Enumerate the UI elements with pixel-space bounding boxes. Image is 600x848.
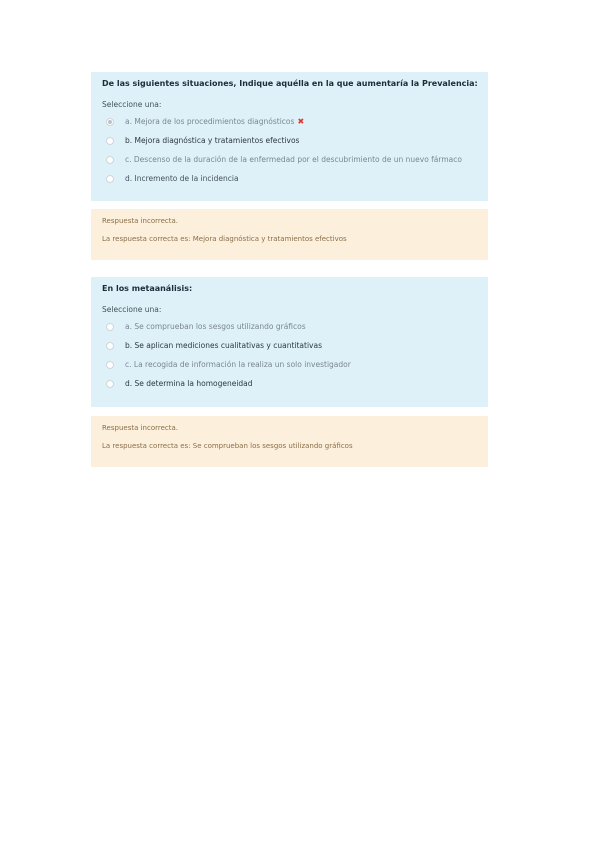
radio-button[interactable]	[106, 156, 114, 164]
answer-label: d. Incremento de la incidencia	[125, 174, 239, 183]
radio-button[interactable]	[106, 137, 114, 145]
feedback-status: Respuesta incorrecta.	[102, 424, 179, 432]
question-2	[91, 277, 488, 407]
answer-list	[102, 112, 488, 188]
select-one-prompt: Seleccione una:	[102, 100, 162, 109]
answer-label: b. Mejora diagnóstica y tratamientos efectivos	[125, 136, 300, 145]
radio-button-selected[interactable]	[106, 118, 114, 126]
correct-answer-text: La respuesta correcta es: Se comprueban los sesgos utilizando gráficos	[102, 442, 353, 450]
answer-label: d. Se determina la homogeneidad	[125, 379, 253, 388]
feedback-2	[91, 416, 488, 467]
question-text: En los metaanálisis:	[102, 284, 193, 293]
answer-label: a. Mejora de los procedimientos diagnósticos	[125, 117, 295, 126]
answer-label: c. La recogida de información la realiza un solo investigador	[125, 360, 351, 369]
radio-button[interactable]	[106, 323, 114, 331]
answer-option-d[interactable]	[102, 374, 488, 393]
answer-option-d[interactable]	[102, 169, 488, 188]
radio-button[interactable]	[106, 342, 114, 350]
answer-option-a[interactable]	[102, 317, 488, 336]
answer-label: a. Se comprueban los sesgos utilizando gráficos	[125, 322, 306, 331]
feedback-status: Respuesta incorrecta.	[102, 217, 179, 225]
radio-button[interactable]	[106, 380, 114, 388]
answer-label: b. Se aplican mediciones cualitativas y cuantitativas	[125, 341, 322, 350]
radio-button[interactable]	[106, 175, 114, 183]
answer-label: c. Descenso de la duración de la enfermedad por el descubrimiento de un nuevo fármaco	[125, 155, 462, 164]
select-one-prompt: Seleccione una:	[102, 305, 162, 314]
question-text: De las siguientes situaciones, Indique aquélla en la que aumentaría la Prevalencia:	[102, 79, 478, 88]
answer-list	[102, 317, 488, 393]
question-1	[91, 72, 488, 201]
radio-button[interactable]	[106, 361, 114, 369]
answer-option-b[interactable]	[102, 336, 488, 355]
feedback-1	[91, 209, 488, 260]
correct-answer-text: La respuesta correcta es: Mejora diagnóstica y tratamientos efectivos	[102, 235, 347, 243]
answer-option-c[interactable]	[102, 150, 488, 169]
answer-option-c[interactable]	[102, 355, 488, 374]
answer-option-a[interactable]	[102, 112, 488, 131]
answer-option-b[interactable]	[102, 131, 488, 150]
incorrect-icon: ✖	[297, 117, 305, 126]
